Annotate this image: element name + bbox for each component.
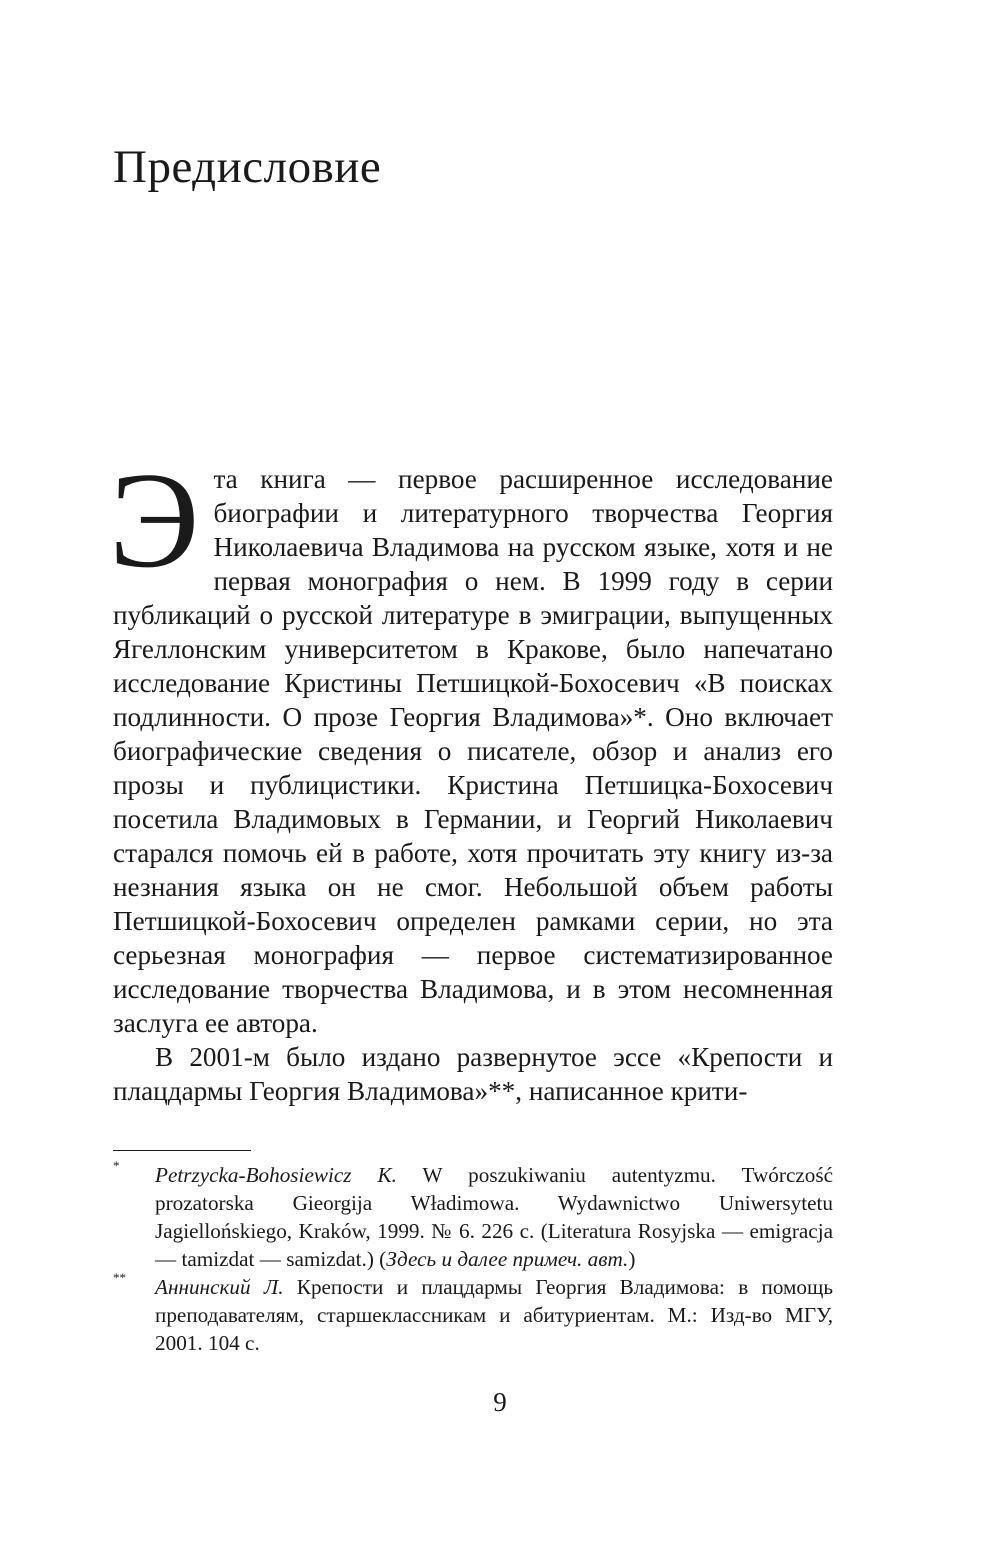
footnote-divider [113, 1150, 251, 1151]
footnote-1-author: Petrzycka-Bohosiewicz K. [155, 1163, 397, 1187]
footnote-2-text: Крепости и плацдармы Георгия Владимова: в помощь преподавателям, старшеклассникам и абитуриентам. М.: Изд-во МГУ, 2001. 104 с. [155, 1275, 833, 1355]
paragraph-2: В 2001-м было издано развернутое эссе «Крепости и плацдармы Георгия Владимова»**, написанное крити- [113, 1042, 833, 1106]
footnote-1-text: W poszukiwaniu autentyzmu. Twórczość prozatorska Gieorgija Władimowa. Wydawnictwo Uniwersytetu Jagiellońskiego, Kraków, 1999. № 6. 226 с. (Literatura Rosyjska — emigracja — tamizdat — samizdat.) ( [155, 1163, 834, 1271]
footnote-1-close: ) [628, 1247, 636, 1271]
main-text [109, 444, 833, 1108]
footnote-1-mark: * [113, 1158, 120, 1173]
footnote-2-mark: ** [113, 1270, 126, 1285]
footnote-2-author: Аннинский Л. [155, 1275, 284, 1299]
footnote-1 [113, 1158, 834, 1273]
paragraph-1 [109, 444, 833, 1040]
paragraph-1-text: та книга — первое расширенное исследование биографии и литературного творчества Георгия Николаевича Владимова на русском языке, хотя и не первая монография о нем. В 1999 году в серии публикаций о русской литературе в эмиграции, выпущенных Ягеллонским университетом в Кракове, было напечатано исследование Кристины Петшицкой-Бохосевич «В поисках подлинности. О прозе Георгия Владимова»*. Оно включает биографические сведения о писателе, обзор и анализ его прозы и публицистики. Кристина Петшицка-Бохосевич посетила Владимовых в Германии, и Георгий Николаевич старался помочь ей в работе, хотя прочитать эту книгу из-за незнания языка он не смог. Небольшой объем работы Петшицкой-Бохосевич определен рамками серии, но эта серьезная монография — первое систематизированное исследование творчества Владимова, и в этом несомненная заслуга ее автора. [113, 464, 833, 1038]
footnote-1-note: Здесь и далее примеч. авт. [386, 1247, 629, 1271]
footnotes [113, 1158, 834, 1357]
drop-cap: Э [109, 444, 200, 596]
footnote-2 [113, 1270, 833, 1357]
page-number: 9 [493, 1387, 507, 1417]
chapter-title: Предисловие [113, 141, 382, 193]
